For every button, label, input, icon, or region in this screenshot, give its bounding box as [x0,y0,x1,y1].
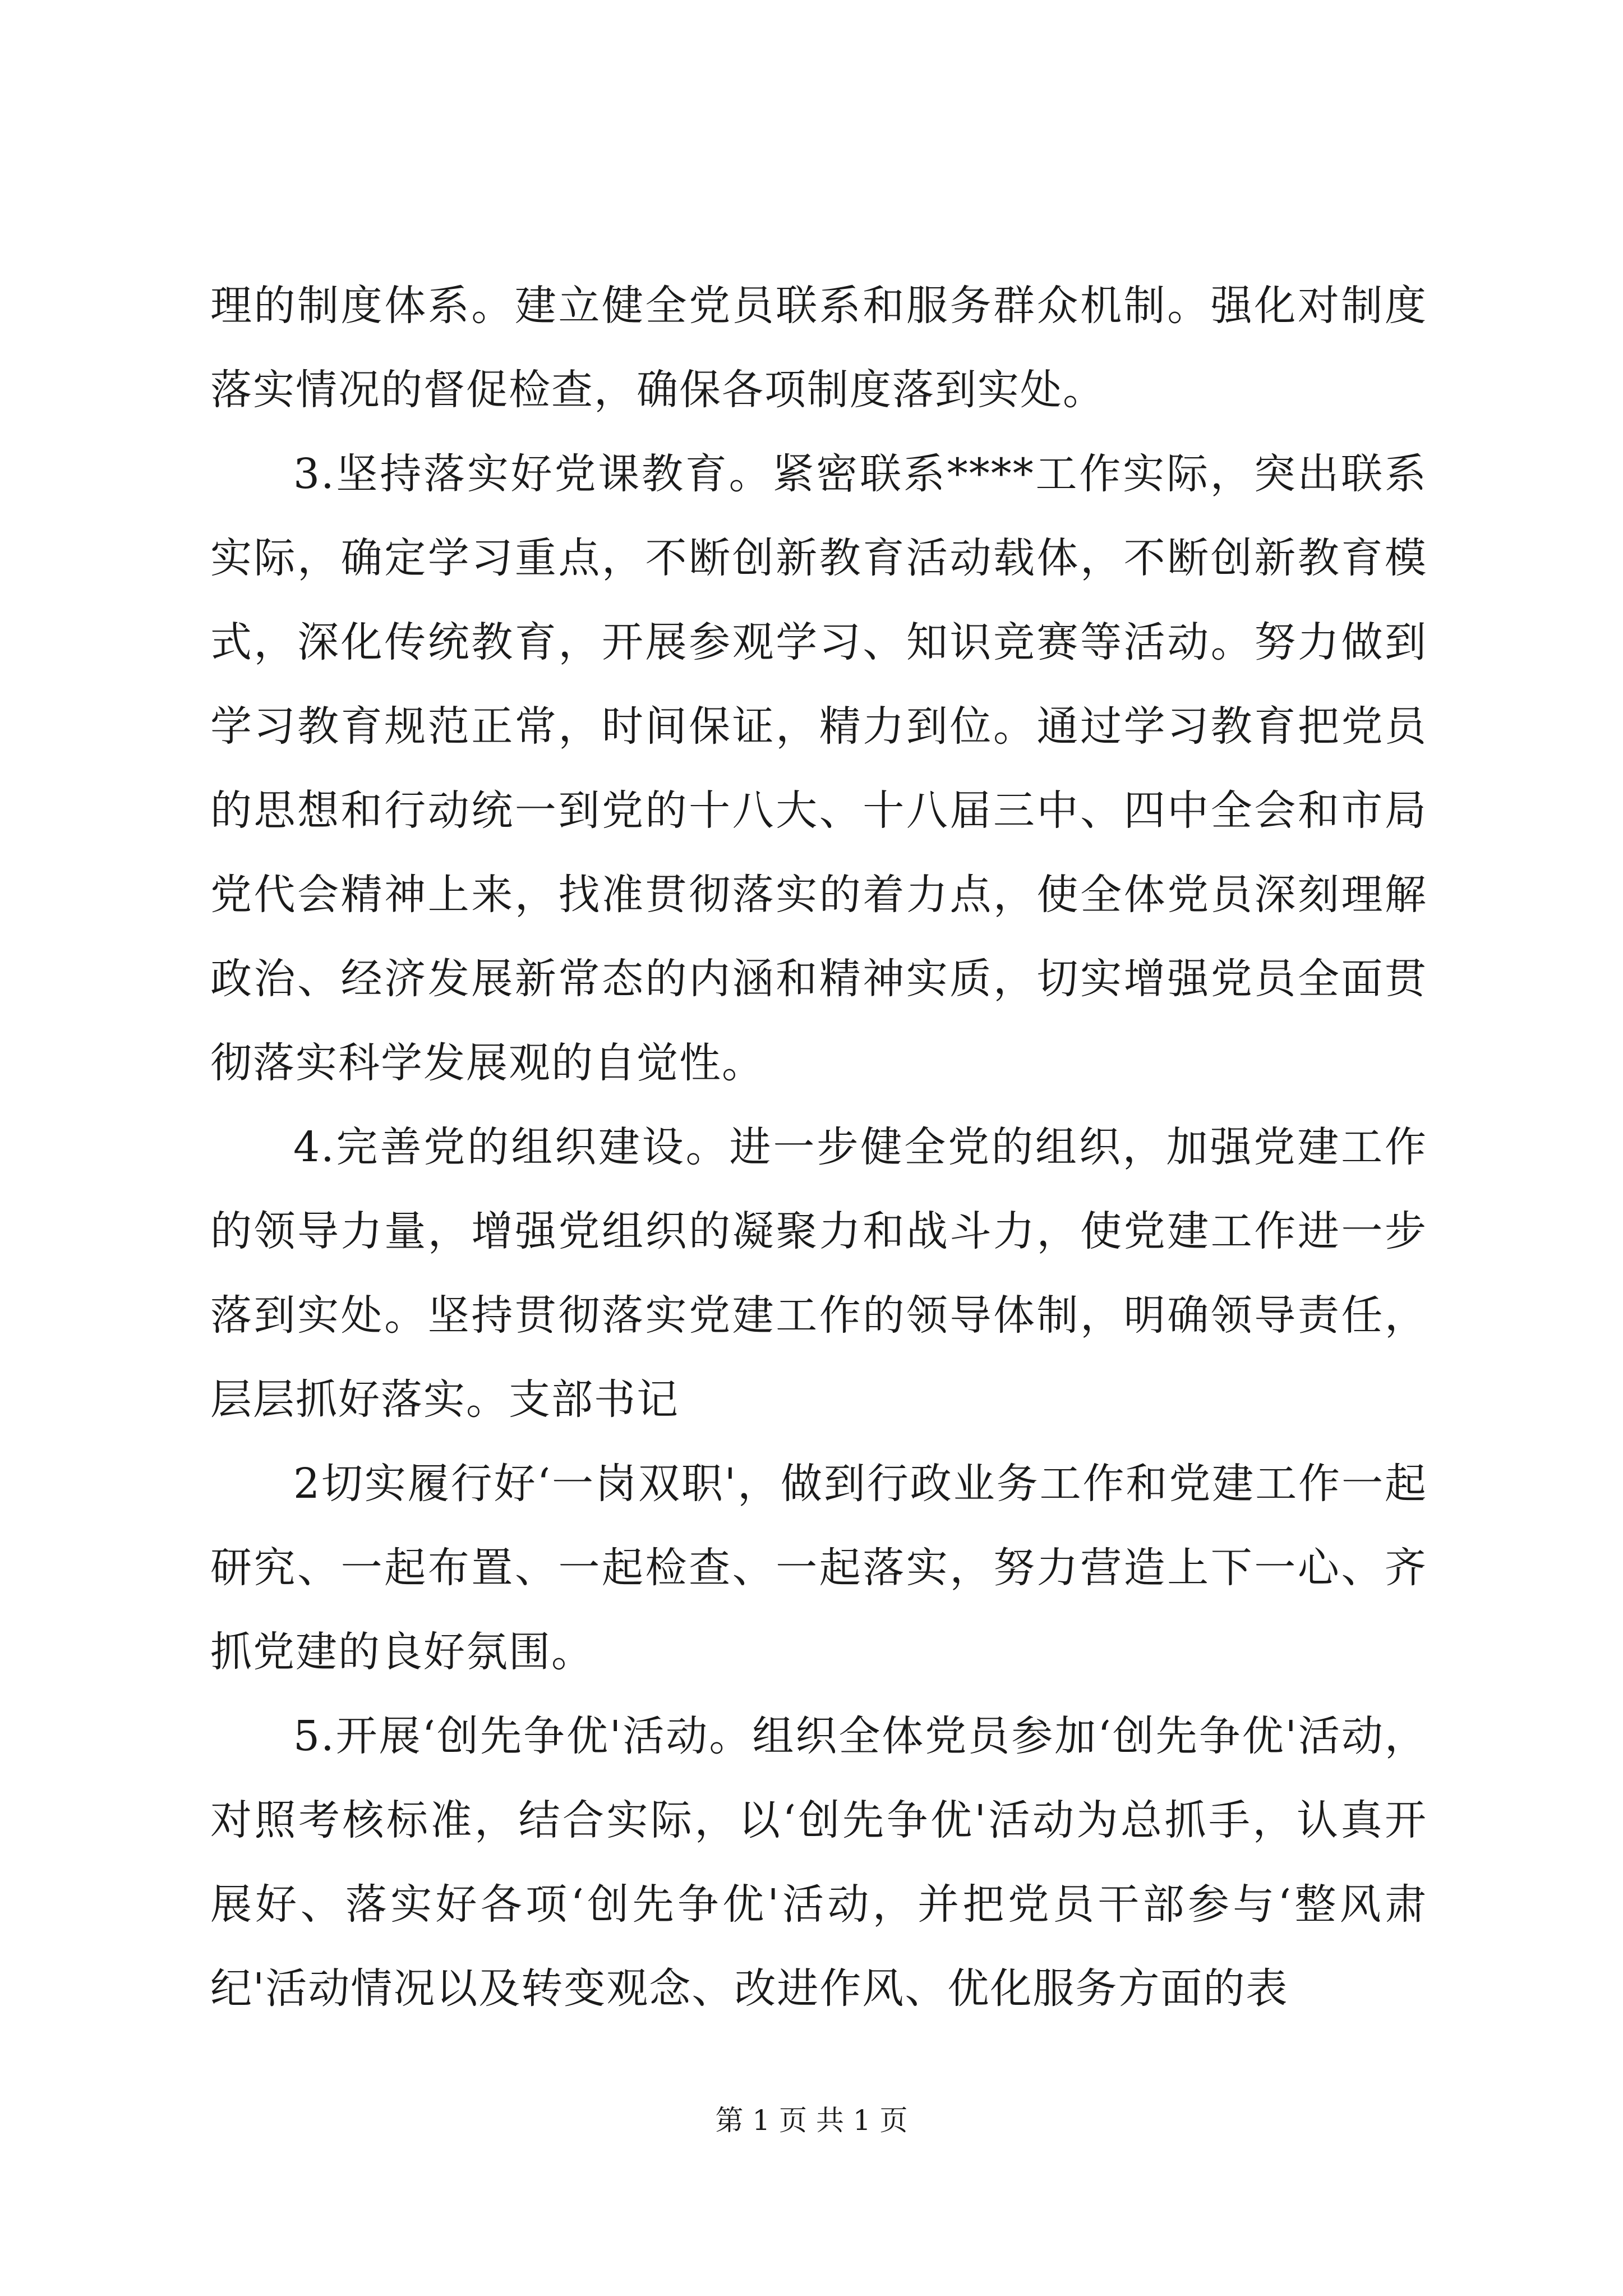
paragraph-item-5: 5.开展‘创先争优'活动。组织全体党员参加‘创先争优'活动，对照考核标准，结合实际，以‘创先争优'活动为总抓手，认真开展好、落实好各项‘创先争优'活动，并把党员干部参与‘整风肃纪'活动情况以及转变观念、改进作风、优化服务方面的表 [210,1712,1427,2013]
paragraph-item-3: 3.坚持落实好党课教育。紧密联系****工作实际，突出联系实际，确定学习重点，不断创新教育活动载体，不断创新教育模式，深化传统教育，开展参观学习、知识竞赛等活动。努力做到学习教育规范正常，时间保证，精力到位。通过学习教育把党员的思想和行动统一到党的十八大、十八届三中、四中全会和市局党代会精神上来，找准贯彻落实的着力点，使全体党员深刻理解政治、经济发展新常态的内涵和精神实质，切实增强党员全面贯彻落实科学发展观的自觉性。 [210,450,1427,1087]
paragraph-sub-item-2: 2切实履行好‘一岗双职'，做到行政业务工作和党建工作一起研究、一起布置、一起检查、一起落实，努力营造上下一心、齐抓党建的良好氛围。 [210,1460,1427,1676]
paragraph-item-4: 4.完善党的组织建设。进一步健全党的组织，加强党建工作的领导力量，增强党组织的凝聚力和战斗力，使党建工作进一步落到实处。坚持贯彻落实党建工作的领导体制，明确领导责任，层层抓好落实。支部书记 [210,1123,1427,1424]
paragraph-continuation: 理的制度体系。建立健全党员联系和服务群众机制。强化对制度落实情况的督促检查，确保各项制度落到实处。 [210,282,1427,414]
document-body [210,264,1427,2031]
page-number-footer: 第 1 页 共 1 页 [715,2104,908,2137]
